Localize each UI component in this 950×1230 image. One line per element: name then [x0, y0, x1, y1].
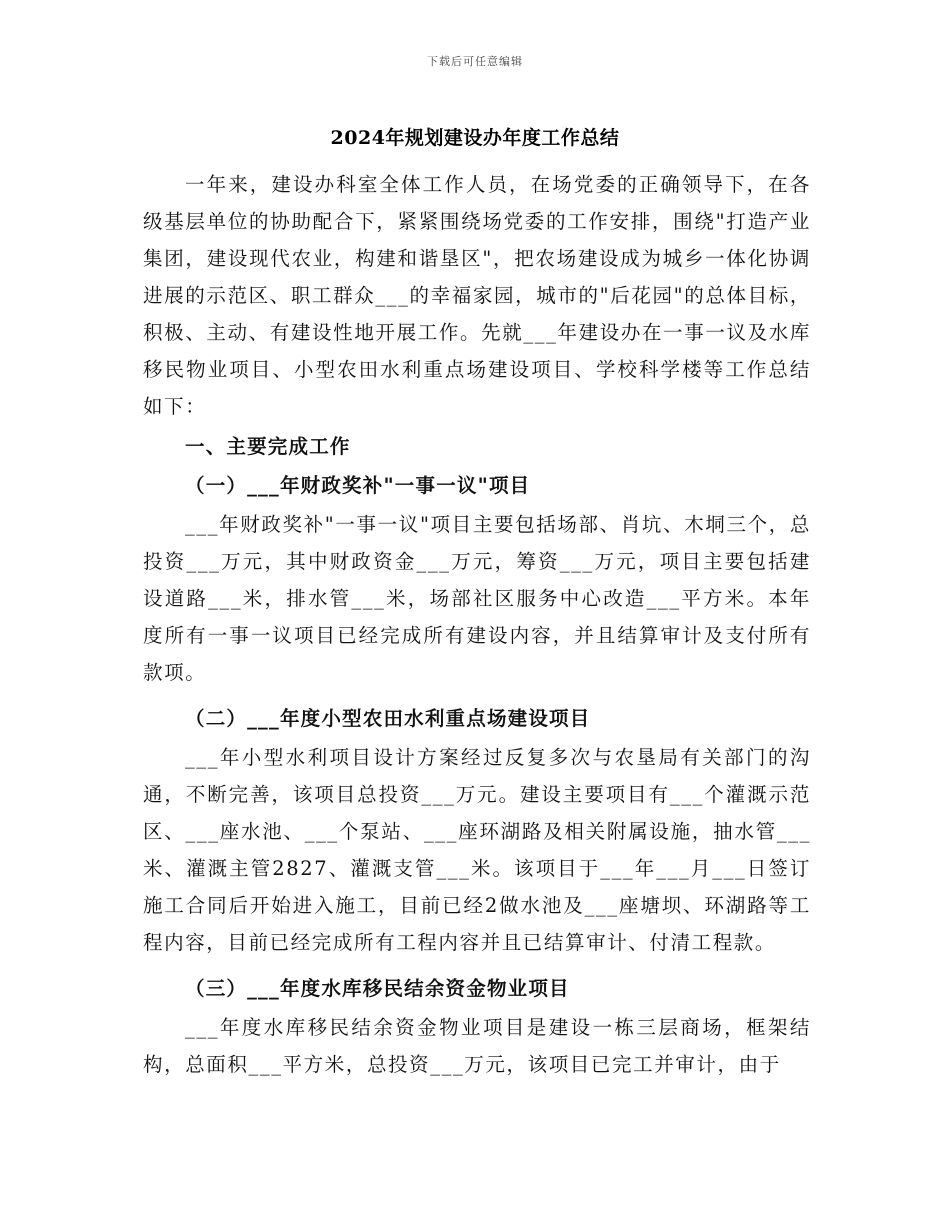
subsection-paragraph-1: ___年财政奖补"一事一议"项目主要包括场部、肖坑、木垌三个，总投资___万元，其中财政资金___万元，筹资___万元，项目主要包括建设道路___米，排水管___米，场部社区服务中心改造___平方米。本年度所有一事一议项目已经完成所有建设内容，并且结算审计及支付所有款项。 — [143, 513, 811, 684]
subsection-heading-1: （一）___年财政奖补"一事一议"项目 — [185, 474, 531, 497]
intro-paragraph: 一年来，建设办科室全体工作人员，在场党委的正确领导下，在各级基层单位的协助配合下，紧紧围绕场党委的工作安排，围绕"打造产业集团，建设现代农业，构建和谐垦区"，把农场建设成为城乡一体化协调进展的示范区、职工群众___的幸福家园，城市的"后花园"的总体目标，积极、主动、有建设性地开展工作。先就___年建设办在一事一议及水库移民物业项目、小型农田水利重点场建设项目、学校科学楼等工作总结如下： — [143, 173, 811, 418]
document-body — [143, 166, 811, 1083]
header-note: 下载后可任意编辑 — [427, 55, 523, 68]
section-heading-main-work: 一、主要完成工作 — [185, 435, 351, 458]
document-title: 2024年规划建设办年度工作总结 — [330, 127, 620, 149]
subsection-heading-3: （三）___年度水库移民结余资金物业项目 — [185, 977, 570, 1000]
subsection-heading-2: （二）___年度小型农田水利重点场建设项目 — [185, 707, 591, 730]
subsection-paragraph-3: ___年度水库移民结余资金物业项目是建设一栋三层商场，框架结构，总面积___平方米，总投资___万元，该项目已完工并审计，由于 — [143, 1016, 811, 1076]
subsection-paragraph-2: ___年小型水利项目设计方案经过反复多次与农垦局有关部门的沟通，不断完善，该项目总投资___万元。建设主要项目有___个灌溉示范区、___座水池、___个泵站、___座环湖路及相关附属设施，抽水管___米、灌溉主管2827、灌溉支管___米。该项目于___年___月___日签订施工合同后开始进入施工，目前已经2做水池及___座塘坝、环湖路等工程内容，目前已经完成所有工程内容并且已结算审计、付清工程款。 — [143, 746, 811, 954]
